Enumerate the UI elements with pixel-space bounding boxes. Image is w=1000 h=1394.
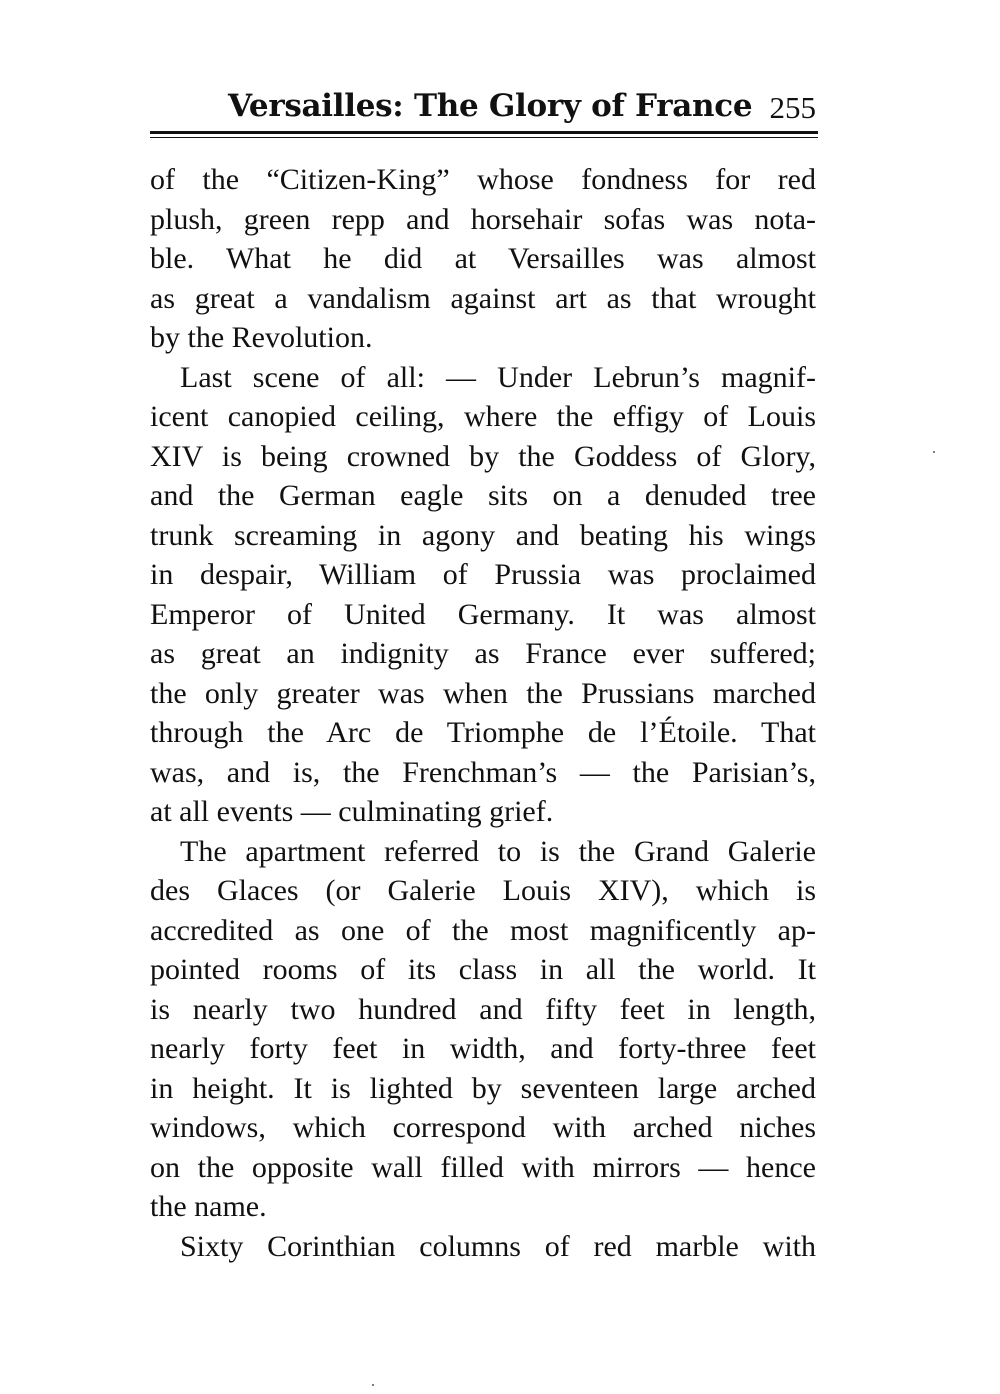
- paragraph-3: [150, 832, 816, 1227]
- text-line: ble. What he did at Versailles was almost: [150, 242, 816, 275]
- paragraph-2: [150, 358, 816, 832]
- text-line: of the “Citizen-King” whose fondness for red: [150, 163, 816, 196]
- running-head-title: Versailles: The Glory of France: [228, 88, 753, 124]
- text-line: accredited as one of the most magnificently ap-: [150, 913, 816, 947]
- text-line: on the opposite wall filled with mirrors — hence: [150, 1150, 816, 1184]
- paragraph-4: [150, 1227, 816, 1267]
- text-line: Sixty Corinthian columns of red marble with: [180, 1229, 816, 1263]
- running-head: [150, 84, 818, 134]
- text-line: in height. It is lighted by seventeen large arched: [150, 1071, 816, 1105]
- text-line: des Glaces (or Galerie Louis XIV), which is: [150, 874, 816, 907]
- text-line: through the Arc de Triomphe de l’Étoile. That: [150, 716, 816, 749]
- text-line: the only greater was when the Prussians marched: [150, 676, 816, 710]
- text-line: Emperor of United Germany. It was almost: [150, 597, 816, 631]
- header-rule-thick: [150, 131, 818, 134]
- text-line: by the Revolution.: [150, 321, 373, 354]
- scan-speck: [372, 1384, 374, 1386]
- body-text: [150, 160, 816, 1266]
- text-line: and the German eagle sits on a denuded tree: [150, 479, 816, 512]
- text-line: windows, which correspond with arched niches: [150, 1111, 816, 1144]
- text-line: trunk screaming in agony and beating his wings: [150, 518, 816, 552]
- scan-speck: [933, 451, 935, 453]
- text-line: plush, green repp and horsehair sofas was nota-: [150, 202, 816, 236]
- text-line: is nearly two hundred and fifty feet in length,: [150, 992, 816, 1026]
- text-line: as great an indignity as France ever suffered;: [150, 637, 816, 670]
- text-line: Last scene of all: — Under Lebrun’s magnif-: [180, 360, 816, 394]
- text-line: nearly forty feet in width, and forty-three feet: [150, 1032, 816, 1065]
- text-line: The apartment referred to is the Grand Galerie: [180, 834, 816, 868]
- text-line: as great a vandalism against art as that wrought: [150, 281, 816, 315]
- text-line: was, and is, the Frenchman’s — the Parisian’s,: [150, 755, 816, 789]
- text-line: the name.: [150, 1190, 267, 1223]
- text-line: pointed rooms of its class in all the world. It: [150, 953, 816, 986]
- paragraph-1: [150, 160, 816, 358]
- text-line: XIV is being crowned by the Goddess of Glory,: [150, 439, 816, 473]
- text-line: icent canopied ceiling, where the effigy of Louis: [150, 400, 816, 433]
- header-rule-thin: [150, 137, 818, 138]
- page-number: 255: [769, 90, 816, 125]
- text-line: in despair, William of Prussia was proclaimed: [150, 558, 816, 591]
- text-line: at all events — culminating grief.: [150, 795, 554, 828]
